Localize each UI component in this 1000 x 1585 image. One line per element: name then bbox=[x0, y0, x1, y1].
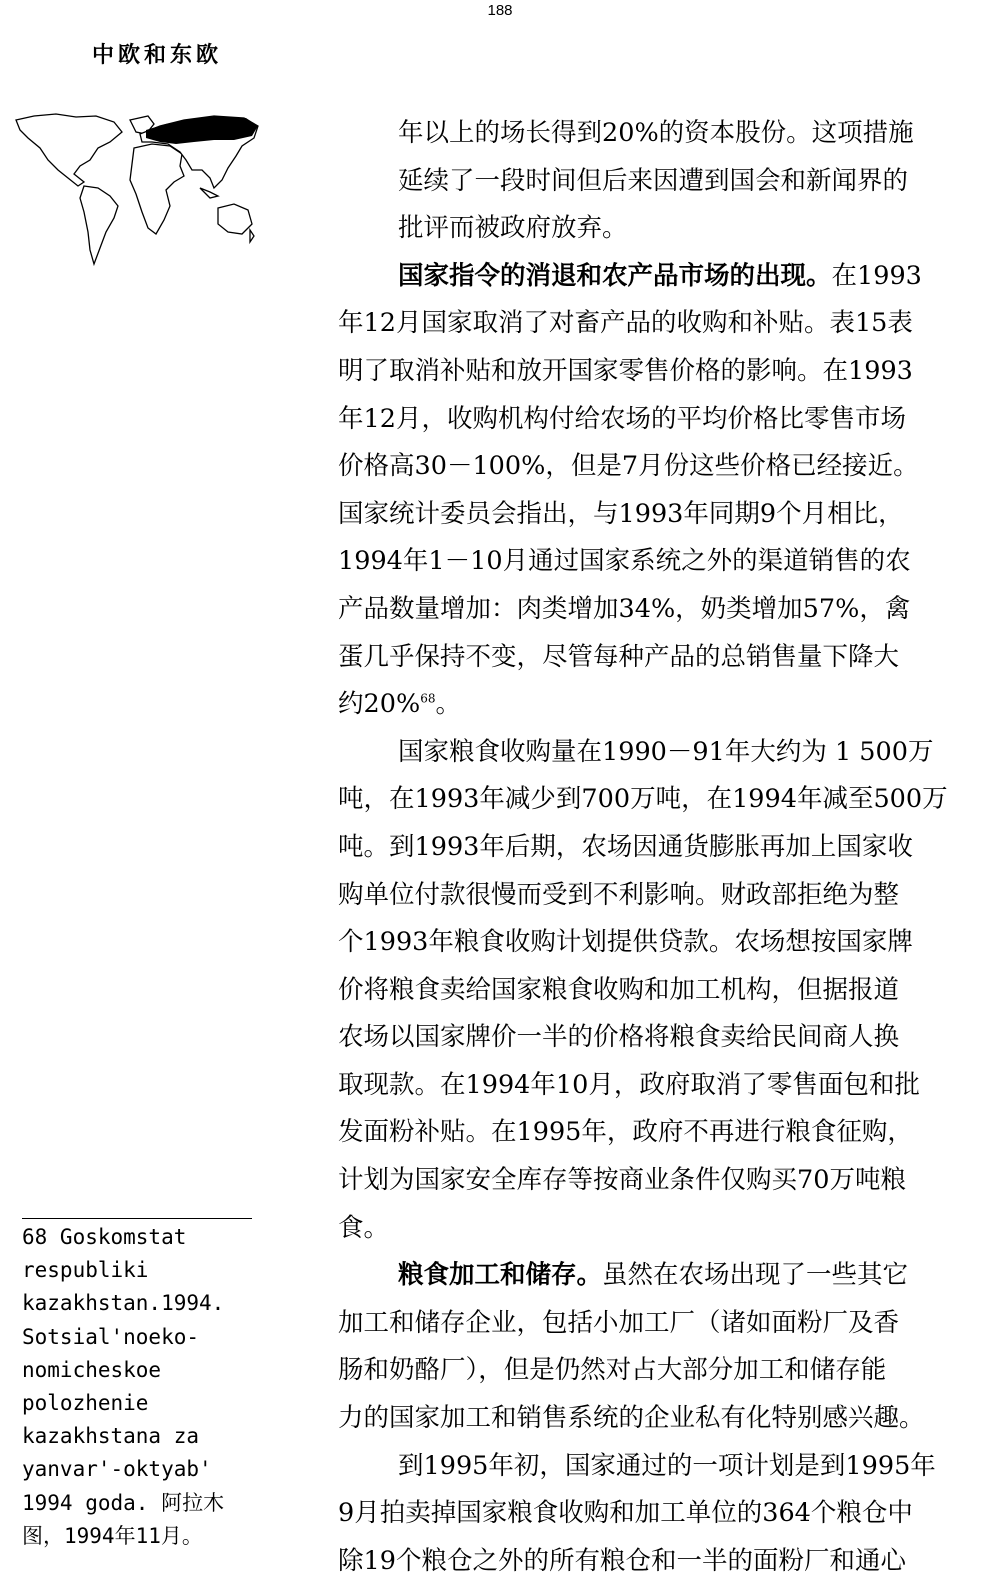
footnote bbox=[22, 1221, 282, 1553]
paragraph-4-line-2: 加工和储存企业，包括小加工厂（诸如面粉厂及香 bbox=[338, 1307, 900, 1338]
footnote-line: yanvar'-oktyab' bbox=[22, 1457, 212, 1482]
paragraph-3-line-1: 国家粮食收购量在1990－91年大约为 1 500万 bbox=[398, 736, 934, 767]
footnote-line: nomicheskoe bbox=[22, 1357, 162, 1382]
paragraph-2-lead: 国家指令的消退和农产品市场的出现。 bbox=[398, 260, 832, 291]
paragraph-2-line-4: 年12月，收购机构付给农场的平均价格比零售市场 bbox=[338, 403, 906, 434]
paragraph-3-line-9: 发面粉补贴。在1995年，政府不再进行粮食征购， bbox=[338, 1117, 913, 1148]
footnote-line: respubliki bbox=[22, 1258, 149, 1283]
paragraph-2-line-1: 国家指令的消退和农产品市场的出现。在1993 bbox=[398, 260, 922, 291]
paragraph-2-line-6: 国家统计委员会指出，与1993年同期9个月相比， bbox=[338, 498, 904, 529]
footnote-line: kazakhstan.1994. bbox=[22, 1291, 225, 1316]
paragraph-1-line-1: 年以上的场长得到20%的资本股份。这项措施 bbox=[398, 118, 914, 148]
footnote-line: 1994 goda. 阿拉木 bbox=[22, 1490, 225, 1515]
footnote-line: Sotsial'noeko- bbox=[22, 1324, 200, 1349]
paragraph-3-line-5: 个1993年粮食收购计划提供贷款。农场想按国家牌 bbox=[338, 927, 913, 958]
paragraph-2-line-3: 明了取消补贴和放开国家零售价格的影响。在1993 bbox=[338, 355, 913, 386]
paragraph-2-line-8: 产品数量增加：肉类增加34%，奶类增加57%，禽 bbox=[338, 593, 911, 624]
paragraph-4-line-1: 粮食加工和储存。虽然在农场出现了一些其它 bbox=[398, 1260, 909, 1291]
footnote-line: kazakhstana za bbox=[22, 1424, 200, 1449]
paragraph-4-lead: 粮食加工和储存。 bbox=[398, 1260, 603, 1291]
paragraph-2-line-10: 约20%$^{68}$。 bbox=[338, 689, 461, 720]
world-map-icon bbox=[14, 108, 260, 268]
paragraph-5-line-3: 除19个粮仓之外的所有粮仓和一半的面粉厂和通心 bbox=[338, 1545, 906, 1576]
paragraph-3-line-2: 吨，在1993年减少到700万吨，在1994年减至500万 bbox=[338, 784, 948, 815]
footnote-divider bbox=[22, 1218, 252, 1219]
footnote-line: 68 Goskomstat bbox=[22, 1225, 187, 1249]
paragraph-1-line-2: 延续了一段时间但后来因遭到国会和新闻界的 bbox=[398, 165, 909, 196]
paragraph-4-line-4: 力的国家加工和销售系统的企业私有化特别感兴趣。 bbox=[338, 1403, 925, 1434]
paragraph-1-line-3: 批评而被政府放弃。 bbox=[398, 213, 628, 244]
paragraph-3-line-4: 购单位付款很慢而受到不利影响。财政部拒绝为整 bbox=[338, 879, 900, 910]
paragraph-3-line-11: 食。 bbox=[338, 1212, 390, 1243]
main-body-text bbox=[338, 110, 978, 1585]
paragraph-3-line-3: 吨。到1993年后期，农场因通货膨胀再加上国家收 bbox=[338, 831, 913, 862]
footnote-ref[interactable]: 68 bbox=[420, 691, 436, 706]
paragraph-2-line-2: 年12月国家取消了对畜产品的收购和补贴。表15表 bbox=[338, 308, 913, 339]
paragraph-3-line-10: 计划为国家安全库存等按商业条件仅购买70万吨粮 bbox=[338, 1165, 906, 1196]
footnote-line: polozhenie bbox=[22, 1391, 149, 1416]
paragraph-2-line-7: 1994年1－10月通过国家系统之外的渠道销售的农 bbox=[338, 546, 911, 577]
paragraph-2-line-5: 价格高30－100%，但是7月份这些价格已经接近。 bbox=[338, 451, 919, 482]
paragraph-2-line-9: 蛋几乎保持不变，尽管每种产品的总销售量下降大 bbox=[338, 641, 900, 672]
paragraph-4-line-3: 肠和奶酪厂），但是仍然对占大部分加工和储存能 bbox=[338, 1355, 887, 1386]
paragraph-5-line-1: 到1995年初，国家通过的一项计划是到1995年 bbox=[398, 1450, 936, 1481]
paragraph-3-line-8: 取现款。在1994年10月，政府取消了零售面包和批 bbox=[338, 1069, 920, 1100]
footnote-line: 图，1994年11月。 bbox=[22, 1523, 203, 1548]
page-number: 188 bbox=[487, 2, 513, 19]
paragraph-3-line-6: 价将粮食卖给国家粮食收购和加工机构，但据报道 bbox=[338, 974, 900, 1005]
section-header: 中欧和东欧 bbox=[92, 42, 223, 68]
paragraph-3-line-7: 农场以国家牌价一半的价格将粮食卖给民间商人换 bbox=[338, 1022, 900, 1053]
paragraph-5-line-2: 9月拍卖掉国家粮食收购和加工单位的364个粮仓中 bbox=[338, 1498, 913, 1529]
